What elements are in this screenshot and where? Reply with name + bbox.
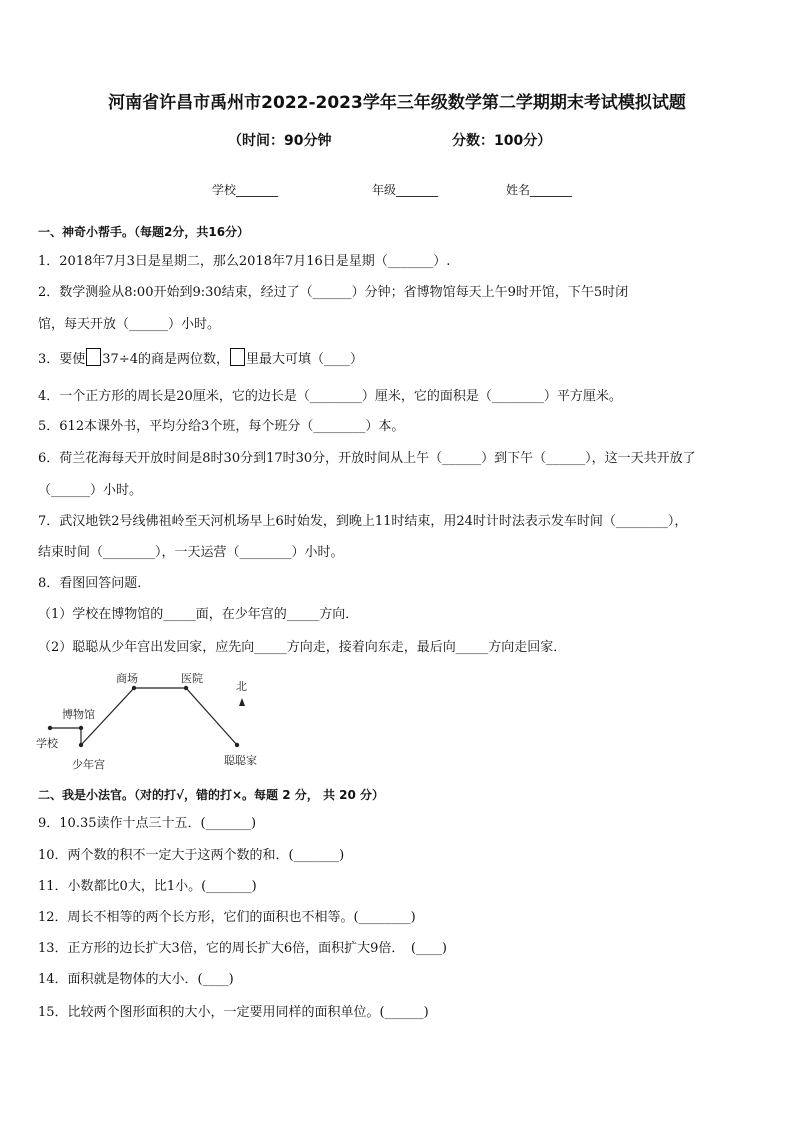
question-13: 13．正方形的边长扩大3倍，它的周长扩大6倍，面积扩大9倍． (____): [38, 941, 447, 956]
name-field: 姓名_______: [506, 183, 573, 197]
question-1: 1．2018年7月3日是星期二，那么2018年7月16日是星期（_______）.: [38, 254, 451, 269]
question-8-1: （1）学校在博物馆的_____面，在少年宫的_____方向．: [38, 607, 359, 622]
page-title: 河南省许昌市禹州市2022-2023学年三年级数学第二学期期末考试模拟试题: [108, 93, 686, 113]
north-arrow-icon: [239, 698, 245, 706]
question-15: 15．比较两个图形面积的大小，一定要用同样的面积单位。(______): [38, 1005, 429, 1020]
map-label-museum: 博物馆: [62, 708, 95, 721]
exam-time: （时间：90分钟: [228, 133, 332, 149]
question-10: 10．两个数的积不一定大于这两个数的和．(_______): [38, 848, 345, 863]
blank-box: [230, 348, 245, 366]
question-2-cont: 馆，每天开放（______）小时。: [38, 317, 221, 332]
question-12: 12．周长不相等的两个长方形，它们的面积也不相等。(________): [38, 910, 416, 925]
question-8-2: （2）聪聪从少年宫出发回家，应先向_____方向走，接着向东走，最后向_____方向走回家．: [38, 640, 567, 655]
question-8: 8．看图回答问题．: [38, 576, 151, 591]
map-label-north: 北: [236, 680, 247, 693]
question-6: 6．荷兰花海每天开放时间是8时30分到17时30分，开放时间从上午（______）到下午（______），这一天共开放了: [38, 451, 696, 466]
question-9: 9．10.35读作十点三十五．(_______): [38, 816, 257, 831]
exam-score: 分数：100分）: [452, 133, 552, 149]
grade-field: 年级_______: [372, 183, 439, 197]
map-label-hospital: 医院: [181, 672, 203, 685]
question-7-cont: 结束时间（________），一天运营（________）小时。: [38, 545, 344, 560]
question-3: [38, 348, 363, 367]
direction-map: [36, 668, 276, 778]
section-1-heading: 一、神奇小帮手。（每题2分，共16分）: [38, 225, 250, 239]
map-label-mall: 商场: [116, 672, 138, 685]
question-3-part-a: 3．要使: [38, 352, 86, 367]
map-label-school: 学校: [36, 737, 58, 750]
question-14: 14．面积就是物体的大小．(____): [38, 972, 234, 987]
school-field: 学校_______: [212, 183, 279, 197]
question-2: 2．数学测验从8:00开始到9:30结束，经过了（______）分钟；省博物馆每天上午9时开馆，下午5时闭: [38, 285, 629, 300]
question-7: 7．武汉地铁2号线佛祖岭至天河机场早上6时始发，到晚上11时结束，用24时计时法表示发车时间（________），: [38, 514, 688, 529]
blank-box: [86, 348, 101, 366]
question-11: 11．小数都比0大，比1小。(_______): [38, 879, 257, 894]
map-label-youth-palace: 少年宫: [72, 758, 105, 771]
question-6-cont: （______）小时。: [38, 483, 143, 498]
question-3-part-b: 37÷4的商是两位数，: [102, 352, 229, 367]
question-3-part-c: 里最大可填（____）: [246, 352, 364, 367]
map-label-home: 聪聪家: [224, 754, 257, 767]
section-2-heading: 二、我是小法官。（对的打√，错的打×。每题 2 分， 共 20 分）: [38, 788, 384, 802]
question-5: 5．612本课外书，平均分给3个班，每个班分（________）本。: [38, 419, 405, 434]
question-4: 4．一个正方形的周长是20厘米，它的边长是（________）厘米，它的面积是（________）平方厘米。: [38, 389, 622, 404]
